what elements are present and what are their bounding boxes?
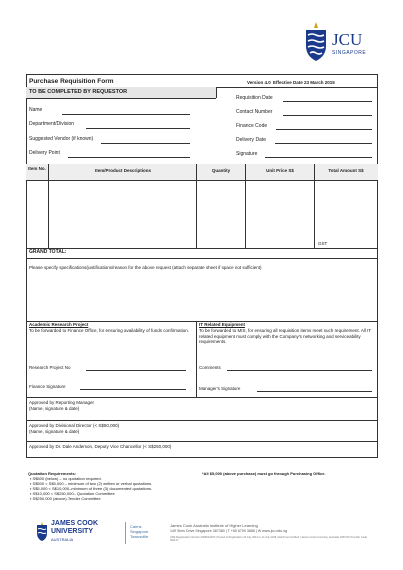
it-heading: IT Related Equipment <box>199 322 246 327</box>
field-department: Department/Division <box>29 121 75 127</box>
logo-text: JCU <box>332 30 363 49</box>
field-delivery-point: Delivery Point <box>29 150 60 156</box>
quotation-list <box>30 476 152 501</box>
gst-label: GST <box>318 241 328 246</box>
field-name: Name <box>29 107 43 113</box>
finance-signature-label: Finance Signature <box>29 384 66 389</box>
field-vendor: Suggested Vendor (if known) <box>29 136 94 142</box>
quotation-item: ▪ S$10,000 < S$250,000– Quotation Committee <box>30 491 115 496</box>
purchasing-note: *All $5,000 (above purchase) must go through Purchasing Office. <box>202 471 326 476</box>
form-title: Purchase Requisition Form <box>29 78 114 85</box>
it-text: To be forwarded to MIS, for ensuring all requisition items meet such requirement. All IT related equipment must comply with the Company's networking and serviceability requirements. <box>199 328 371 344</box>
quotation-item: ▪ S$250,000 (above)-Tender Committee <box>30 496 101 501</box>
field-requisition-date: Requisition Date <box>236 95 273 101</box>
col-total-amount: Total Amount S$ <box>328 168 364 173</box>
footer-uni-line2: UNIVERSITY <box>51 528 94 535</box>
quotation-heading: Quotation Requirements: <box>28 471 77 476</box>
comments-label: Comments <box>199 365 221 370</box>
requestor-heading: TO BE COMPLETED BY REQUESTOR <box>29 89 128 95</box>
manager-signature-label: Manager's Signature <box>199 386 241 391</box>
quotation-item: ▪ S$500 (below) – no quotation required. <box>30 476 102 481</box>
jcu-logo <box>304 22 374 66</box>
col-quantity: Quantity <box>211 168 231 173</box>
approval-director: Approved by Divisional Director (< S$50,000) <box>29 423 120 428</box>
specs-instruction: Please specify specifications/justifications/reason for the above request (attach separate sheet if space not sufficient) <box>29 265 262 270</box>
footer-fine-print: CPE Registration Number 200601347D | Period of Registration 15 July 2014 to 14 July 2018 | EduTrust Certified | James Cook University, Australia CRICOS Provider Code 00117J <box>170 536 368 542</box>
col-description: Item/Product Descriptions <box>94 168 151 173</box>
effective-date: Effective Date 23 March 2015 <box>273 80 335 85</box>
jcu-footer-shield-icon <box>36 522 48 542</box>
field-contact-number: Contact Number <box>236 109 273 115</box>
footer-org: James Cook Australia Institute of Higher Learning <box>170 523 258 528</box>
footer-campuses: Cairns Singapore Townsville <box>130 524 149 539</box>
version-label: Version 4.0 <box>247 80 271 85</box>
logo-sub: SINGAPORE <box>332 50 367 56</box>
approval-dvc: Approved by Dr. Dale Anderson, Deputy Vice Chancellor (< S$250,000) <box>29 444 172 449</box>
col-item-no: Item No. <box>28 166 46 171</box>
jcu-shield-icon <box>304 22 328 62</box>
quotation-item: ▪ S$500 < S$5,000 – minimum of two (2) written or verbal quotations. <box>30 481 153 486</box>
field-signature: Signature <box>236 151 258 157</box>
research-project-label: Research Project No <box>29 365 71 370</box>
quotation-item: ▪ S$5,000 < S$10,000–minimum of three (3) documented quotations. <box>30 486 153 491</box>
footer-address: 149 Sims Drive Singapore 387380 | T +65 6709 3888 | W www.jcu.edu.sg <box>170 529 288 533</box>
footer-uni-line1: JAMES COOK <box>51 520 99 527</box>
approval-manager: Approved by Reporting Manager <box>29 400 95 405</box>
field-finance-code: Finance Code <box>236 123 268 129</box>
approval-manager-sub: (Name, signature & date) <box>29 406 80 411</box>
academic-heading: Academic Research Project <box>29 322 89 327</box>
field-delivery-date: Delivery Date <box>236 137 267 143</box>
grand-total-label: GRAND TOTAL: <box>29 249 67 255</box>
col-unit-price: Unit Price S$ <box>266 168 294 173</box>
footer-logo <box>36 520 116 550</box>
academic-text: To be forwarded to Finance Office, for ensuring availability of funds confirmation. <box>29 328 190 333</box>
approval-director-sub: (Name, signature & date) <box>29 429 80 434</box>
footer-uni-line3: AUSTRALIA <box>51 537 74 542</box>
